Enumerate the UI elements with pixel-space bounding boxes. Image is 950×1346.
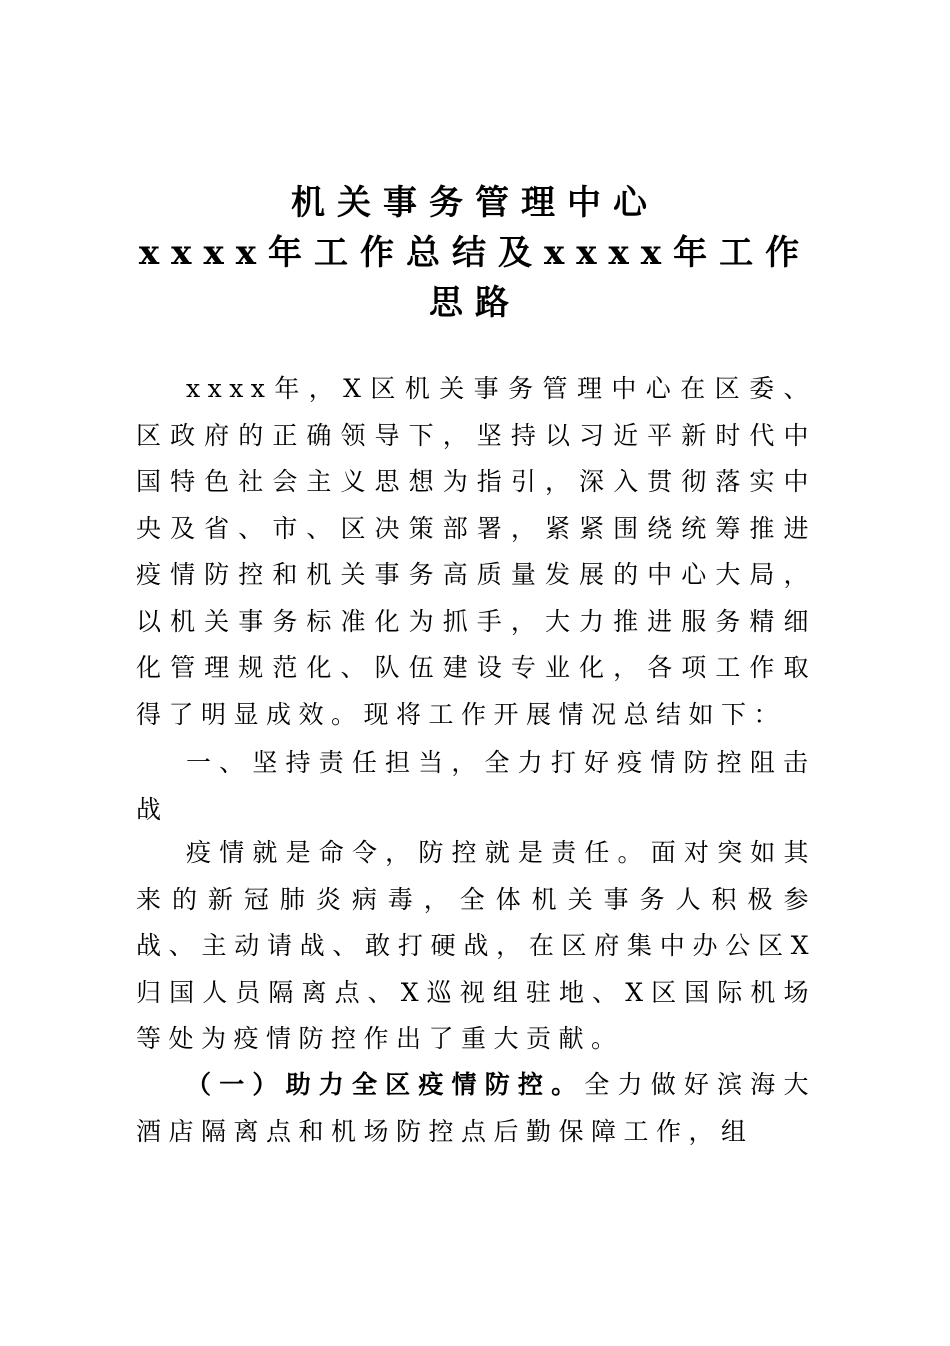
section-1-heading: 一、坚持责任担当，全力打好疫情防控阻击战 bbox=[136, 748, 816, 824]
document-title bbox=[130, 178, 820, 328]
subsection-1-label: （一）助力全区疫情防控。 bbox=[186, 1070, 585, 1099]
subsection-1-paragraph bbox=[136, 1062, 816, 1155]
title-line-2: xxxx年工作总结及xxxx年工作思路 bbox=[138, 233, 812, 323]
subsection-1-text: 全力做好滨海大酒店隔离点和机场防控点后勤保障工作，组 bbox=[136, 1070, 816, 1146]
section-1-paragraph: 疫情就是命令，防控就是责任。面对突如其来的新冠肺炎病毒，全体机关事务人积极参战、主动请战、敢打硬战，在区府集中办公区X归国人员隔离点、X巡视组驻地、X区国际机场等处为疫情防控作出了重大贡献。 bbox=[136, 838, 816, 1053]
intro-paragraph: xxxx年，X区机关事务管理中心在区委、区政府的正确领导下，坚持以习近平新时代中国特色社会主义思想为指引，深入贯彻落实中央及省、市、区决策部署，紧紧围绕统筹推进疫情防控和机关事务高质量发展的中心大局，以机关事务标准化为抓手，大力推进服务精细化管理规范化、队伍建设专业化，各项工作取得了明显成效。现将工作开展情况总结如下： bbox=[136, 374, 816, 729]
title-line-1: 机关事务管理中心 bbox=[291, 183, 659, 223]
